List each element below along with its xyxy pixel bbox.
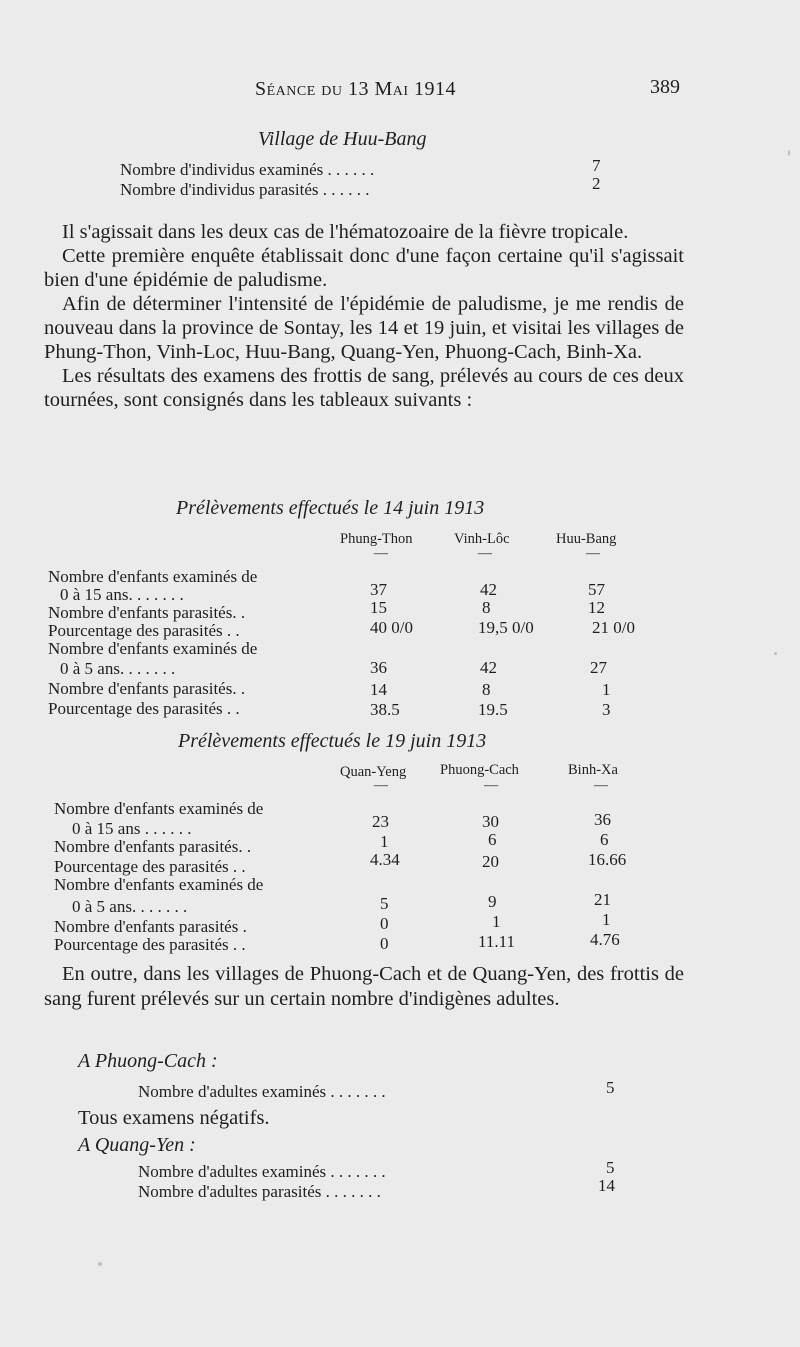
table1-cell: 19,5 0/0 bbox=[478, 618, 534, 637]
table2-row-label: Nombre d'enfants examinés de bbox=[54, 799, 264, 818]
table2-cell: 5 bbox=[380, 894, 389, 913]
table2-row-label: Pourcentage des parasités . . bbox=[54, 935, 246, 954]
table1-row-label: 0 à 15 ans. . . . . . . bbox=[60, 585, 184, 604]
table2-cell: 11.11 bbox=[478, 932, 515, 951]
quang-yen-row-value: 5 bbox=[606, 1158, 615, 1177]
table1-cell: 8 bbox=[482, 598, 491, 617]
table2-cell: 9 bbox=[488, 892, 497, 911]
table2-cell: 21 bbox=[594, 890, 611, 909]
table2-cell: 1 bbox=[380, 832, 389, 851]
table2-cell: 23 bbox=[372, 812, 389, 831]
table1-cell: 19.5 bbox=[478, 700, 508, 719]
table1-cell: 14 bbox=[370, 680, 387, 699]
table2-cell: 4.34 bbox=[370, 850, 400, 869]
table2-cell: 30 bbox=[482, 812, 499, 831]
table1-col-header: Vinh-Lôc bbox=[454, 531, 510, 547]
table2-row-label: Nombre d'enfants examinés de bbox=[54, 875, 264, 894]
table2-cell: 0 bbox=[380, 914, 389, 933]
huu-bang-row-label: Nombre d'individus examinés . . . . . . bbox=[120, 160, 375, 179]
quang-yen-row-label: Nombre d'adultes examinés . . . . . . . bbox=[138, 1162, 386, 1181]
paragraph: Afin de déterminer l'intensité de l'épidémie de paludisme, je me rendis de nouveau dans la province de Sontay, les 14 et 19 juin, et visitai les villages de Phung-Thon, Vinh-Loc, Huu-Bang, Quang-Yen, Phuong-Cach, Binh-Xa. bbox=[44, 293, 684, 363]
table1-cell: 40 0/0 bbox=[370, 618, 413, 637]
table2-cell: 6 bbox=[488, 830, 497, 849]
table1-col-dash: — bbox=[478, 546, 492, 561]
table2-cell: 36 bbox=[594, 810, 611, 829]
table1-cell: 42 bbox=[480, 580, 497, 599]
table1-cell: 8 bbox=[482, 680, 491, 699]
paper-speck bbox=[774, 652, 777, 655]
table2-cell: 1 bbox=[602, 910, 611, 929]
table1-row-label: Nombre d'enfants examinés de bbox=[48, 567, 258, 586]
table2-col-dash: — bbox=[374, 778, 388, 793]
table2-row-label: Nombre d'enfants parasités . bbox=[54, 917, 247, 936]
page-number: 389 bbox=[650, 76, 680, 98]
table2-col-header: Quan-Yeng bbox=[340, 764, 407, 780]
table1-cell: 38.5 bbox=[370, 700, 400, 719]
table1-cell: 42 bbox=[480, 658, 497, 677]
table1-row-label: Pourcentage des parasités . . bbox=[48, 621, 240, 640]
paper-speck bbox=[788, 150, 790, 156]
table2-col-header: Binh-Xa bbox=[568, 762, 618, 778]
table1-row-label: Nombre d'enfants examinés de bbox=[48, 639, 258, 658]
quang-yen-row-value: 14 bbox=[598, 1176, 615, 1195]
phuong-cach-heading: A Phuong-Cach : bbox=[78, 1050, 218, 1072]
quang-yen-heading: A Quang-Yen : bbox=[78, 1134, 196, 1156]
paragraph: Cette première enquête établissait donc d'une façon certaine qu'il s'agissait bien d'une épidémie de paludisme. bbox=[44, 245, 684, 291]
table2-cell: 16.66 bbox=[588, 850, 627, 869]
table1-cell: 12 bbox=[588, 598, 605, 617]
table2-row-label: 0 à 5 ans. . . . . . . bbox=[72, 897, 188, 916]
paragraph: Il s'agissait dans les deux cas de l'hématozoaire de la fièvre tropicale. bbox=[62, 221, 629, 243]
body-text bbox=[44, 220, 684, 412]
table1-cell: 57 bbox=[588, 580, 605, 599]
table2-col-dash: — bbox=[484, 778, 498, 793]
huu-bang-title: Village de Huu-Bang bbox=[258, 128, 427, 150]
table1-cell: 1 bbox=[602, 680, 611, 699]
table2-col-dash: — bbox=[594, 778, 608, 793]
quang-yen-row-label: Nombre d'adultes parasités . . . . . . . bbox=[138, 1182, 381, 1201]
table1-col-header: Phung-Thon bbox=[340, 531, 413, 547]
table2-row-label: Pourcentage des parasités . . bbox=[54, 857, 246, 876]
phuong-cach-conclusion: Tous examens négatifs. bbox=[78, 1107, 270, 1129]
table1-cell: 36 bbox=[370, 658, 387, 677]
huu-bang-row-label: Nombre d'individus parasités . . . . . . bbox=[120, 180, 370, 199]
table2-cell: 6 bbox=[600, 830, 609, 849]
table2-row-label: 0 à 15 ans . . . . . . bbox=[72, 819, 192, 838]
table2-cell: 4.76 bbox=[590, 930, 620, 949]
paragraph: En outre, dans les villages de Phuong-Cach et de Quang-Yen, des frottis de sang furent prélevés sur un certain nombre d'indigènes adultes. bbox=[44, 963, 684, 1010]
table1-row-label: Nombre d'enfants parasités. . bbox=[48, 679, 246, 698]
table2-cell: 20 bbox=[482, 852, 499, 871]
phuong-cach-row-value: 5 bbox=[606, 1078, 615, 1097]
table2-col-header: Phuong-Cach bbox=[440, 762, 519, 778]
table2-row-label: Nombre d'enfants parasités. . bbox=[54, 837, 252, 856]
table1-cell: 21 0/0 bbox=[592, 618, 635, 637]
paragraph: Les résultats des examens des frottis de sang, prélevés au cours de ces deux tournées, sont consignés dans les tableaux suivants : bbox=[44, 365, 684, 411]
table1-row-label: Nombre d'enfants parasités. . bbox=[48, 603, 246, 622]
table1-row-label: 0 à 5 ans. . . . . . . bbox=[60, 659, 176, 678]
table1-col-dash: — bbox=[586, 546, 600, 561]
huu-bang-row-value: 2 bbox=[592, 174, 601, 193]
table1-cell: 3 bbox=[602, 700, 611, 719]
table1-title: Prélèvements effectués le 14 juin 1913 bbox=[176, 497, 485, 519]
table2-cell: 1 bbox=[492, 912, 501, 931]
table1-cell: 15 bbox=[370, 598, 387, 617]
table1-col-header: Huu-Bang bbox=[556, 531, 617, 547]
paper-speck bbox=[98, 1262, 102, 1266]
running-header: Séance du 13 Mai 1914 bbox=[255, 78, 457, 100]
table2-title: Prélèvements effectués le 19 juin 1913 bbox=[178, 730, 487, 752]
adults-paragraph-block bbox=[44, 962, 684, 1012]
table1-row-label: Pourcentage des parasités . . bbox=[48, 699, 240, 718]
table2-cell: 0 bbox=[380, 934, 389, 953]
table1-col-dash: — bbox=[374, 546, 388, 561]
table1-cell: 37 bbox=[370, 580, 387, 599]
table1-cell: 27 bbox=[590, 658, 607, 677]
huu-bang-row-value: 7 bbox=[592, 156, 601, 175]
phuong-cach-row-label: Nombre d'adultes examinés . . . . . . . bbox=[138, 1082, 386, 1101]
